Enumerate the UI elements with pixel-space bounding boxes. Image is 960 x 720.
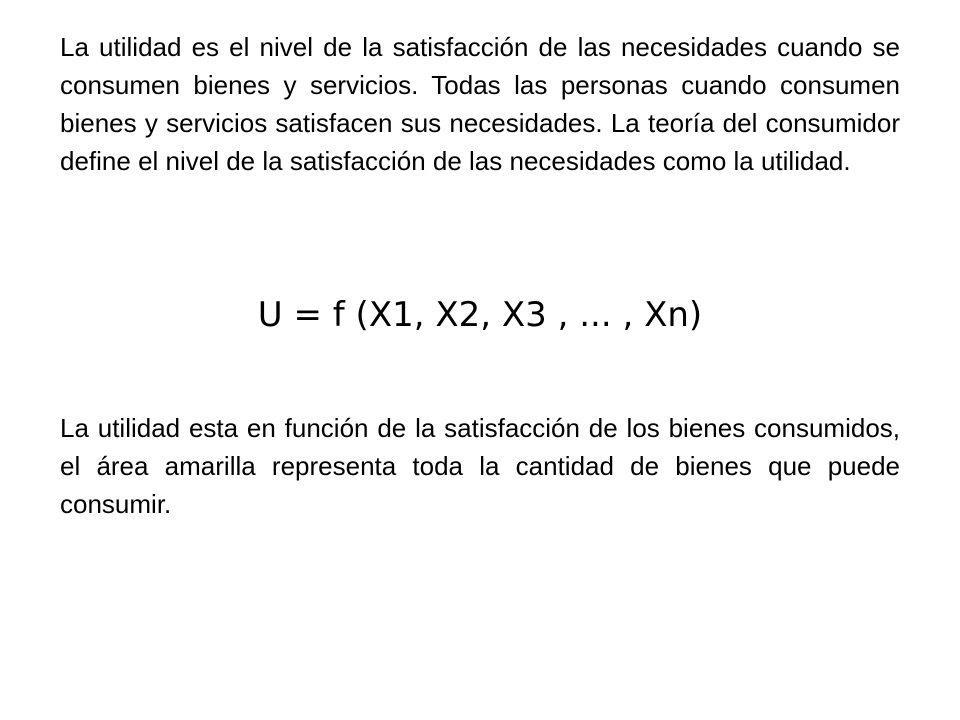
- explanation-paragraph: La utilidad esta en función de la satisfacción de los bienes consumidos, el área amarilla representa toda la cantidad de bienes que puede consumir.: [60, 413, 900, 519]
- utility-formula: U = f (X1, X2, X3 , ... , Xn): [257, 295, 703, 335]
- intro-paragraph: La utilidad es el nivel de la satisfacción de las necesidades cuando se consumen bienes y servicios. Todas las personas cuando consumen bienes y servicios satisfacen sus necesidades. La teoría del consumidor define el nivel de la satisfacción de las necesidades como la utilidad.: [60, 32, 900, 176]
